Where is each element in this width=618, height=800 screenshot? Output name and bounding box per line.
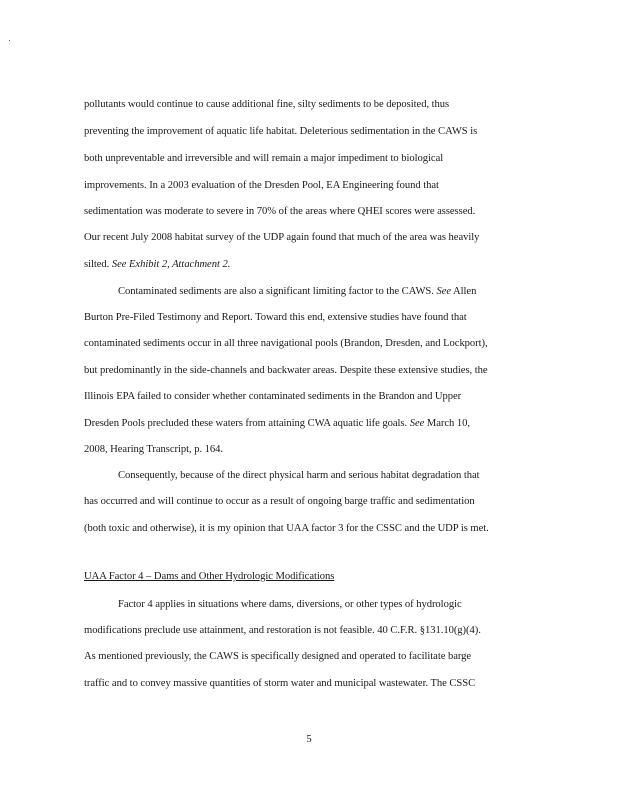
paragraph-1-line-4: improvements. In a 2003 evaluation of the Dresden Pool, EA Engineering found that <box>84 180 439 191</box>
paragraph-2-line-1-suffix: Allen <box>451 286 477 297</box>
see-citation-1: See <box>436 286 452 297</box>
see-citation-2: See <box>409 418 425 429</box>
paragraph-1-line-1: pollutants would continue to cause additional fine, silty sediments to be deposited, thus <box>84 99 450 110</box>
scan-speck <box>9 40 10 41</box>
paragraph-2-line-3: contaminated sediments occur in all three navigational pools (Brandon, Dresden, and Lockport), <box>84 338 488 349</box>
paragraph-2-line-6 <box>84 418 470 430</box>
paragraph-1-line-3: both unpreventable and irreversible and will remain a major impediment to biological <box>84 153 444 164</box>
paragraph-1-line-2: preventing the improvement of aquatic life habitat. Deleterious sedimentation in the CAWS is <box>84 126 478 137</box>
paragraph-2-line-6-suffix: March 10, <box>424 418 470 429</box>
paragraph-3-line-2: has occurred and will continue to occur as a result of ongoing barge traffic and sedimentation <box>84 496 475 507</box>
paragraph-2-line-6-text: Dresden Pools precluded these waters from attaining CWA aquatic life goals. <box>84 418 410 429</box>
paragraph-1-line-7-text: silted. <box>84 259 112 270</box>
paragraph-3-line-3: (both toxic and otherwise), it is my opinion that UAA factor 3 for the CSSC and the UDP is met. <box>84 523 489 534</box>
paragraph-1-line-6: Our recent July 2008 habitat survey of the UDP again found that much of the area was heavily <box>84 232 480 243</box>
page-number: 5 <box>306 734 312 745</box>
paragraph-2-line-4: but predominantly in the side-channels and backwater areas. Despite these extensive studies, the <box>84 365 488 376</box>
paragraph-4-line-4: traffic and to convey massive quantities of storm water and municipal wastewater. The CSSC <box>84 678 476 689</box>
paragraph-4-line-2: modifications preclude use attainment, and restoration is not feasible. 40 C.F.R. §131.10(g)(4). <box>84 625 481 636</box>
exhibit-citation: See Exhibit 2, Attachment 2. <box>111 259 231 270</box>
paragraph-2-line-5: Illinois EPA failed to consider whether contaminated sediments in the Brandon and Upper <box>84 391 462 402</box>
paragraph-1-line-5: sedimentation was moderate to severe in 70% of the areas where QHEI scores were assessed. <box>84 206 476 217</box>
paragraph-3-line-1: Consequently, because of the direct physical harm and serious habitat degradation that <box>118 470 480 481</box>
paragraph-2-line-1 <box>118 286 476 298</box>
section-heading: UAA Factor 4 – Dams and Other Hydrologic Modifications <box>84 571 335 582</box>
paragraph-4-line-1: Factor 4 applies in situations where dams, diversions, or other types of hydrologic <box>118 599 462 610</box>
paragraph-2-line-2: Burton Pre-Filed Testimony and Report. Toward this end, extensive studies have found that <box>84 312 467 323</box>
paragraph-4-line-3: As mentioned previously, the CAWS is specifically designed and operated to facilitate barge <box>84 651 472 662</box>
paragraph-2-line-1-text: Contaminated sediments are also a significant limiting factor to the CAWS. <box>118 286 437 297</box>
paragraph-2-line-7: 2008, Hearing Transcript, p. 164. <box>84 444 224 455</box>
paragraph-1-line-7 <box>84 259 230 271</box>
